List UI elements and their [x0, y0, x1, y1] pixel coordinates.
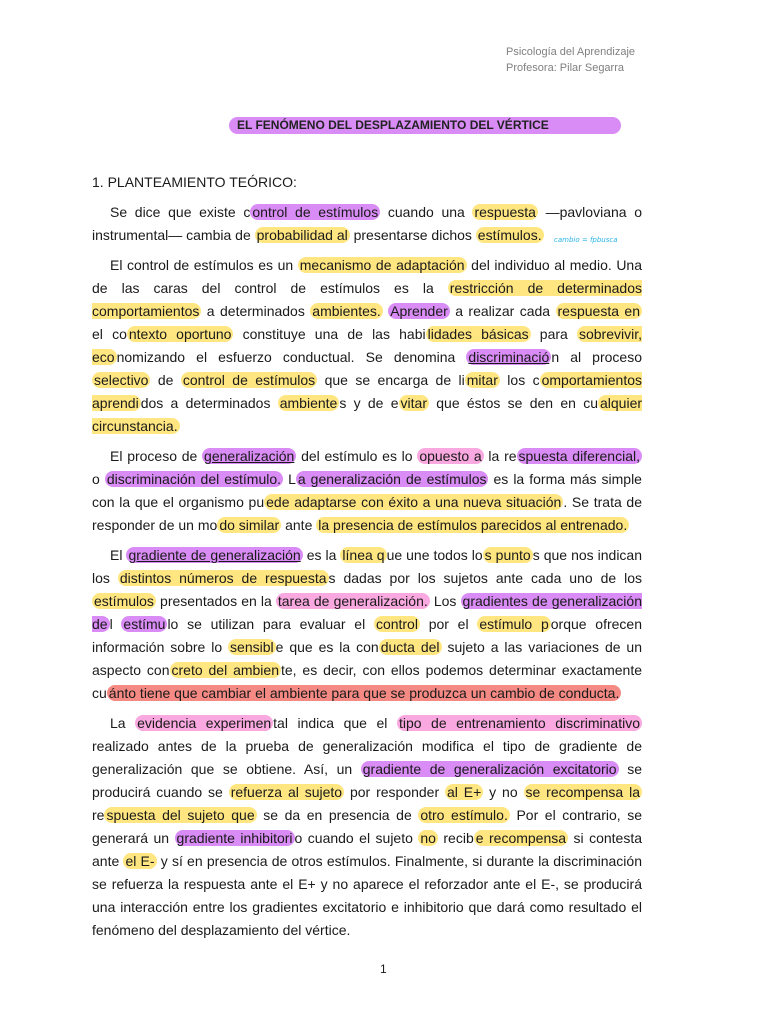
highlighted-text: sobrevivir, eco: [92, 326, 643, 365]
text-run: recib: [437, 830, 474, 846]
highlighted-text: lidades básicas: [427, 326, 529, 342]
text-run: por el: [419, 616, 478, 632]
text-run: a determinados: [201, 303, 311, 319]
text-run: realizado antes de la prueba de generalización modifica el tipo de gradiente de generalización que se obtiene. Así, un: [92, 738, 642, 777]
text-run: presentados en la: [155, 593, 276, 609]
highlighted-text: e recompensa: [475, 830, 567, 846]
text-run: ue une todos lo: [386, 547, 483, 563]
highlighted-text: tarea de generalización.: [277, 593, 428, 609]
highlighted-text: selectivo: [94, 372, 149, 388]
text-run: s que nos indican los: [92, 547, 643, 586]
highlighted-text: gradiente de generalización: [128, 547, 301, 563]
highlighted-text: discriminación del estímulo.: [106, 471, 282, 487]
text-run: lo se utilizan para evaluar el: [167, 616, 374, 632]
body-text: [92, 201, 642, 949]
highlighted-text: probabilidad al: [256, 227, 348, 243]
text-run: cuando una: [380, 204, 473, 220]
text-run: El: [110, 547, 127, 563]
highlighted-text: estímulos.: [477, 227, 542, 243]
text-run: los c: [499, 372, 540, 388]
highlighted-text: mecanismo de adaptación: [299, 257, 465, 273]
highlighted-text: do similar: [219, 517, 280, 533]
text-run: —pavloviana o instrumental— cambia de: [92, 204, 642, 243]
highlighted-text: ontrol de estímulos: [252, 204, 379, 220]
course-name: Psicología del Aprendizaje: [506, 46, 636, 58]
paragraph: [92, 544, 642, 705]
highlighted-text: otro estímulo.: [420, 807, 508, 823]
text-run: ante: [281, 517, 317, 533]
highlighted-text: al E+: [447, 784, 482, 800]
highlighted-text: mitar: [466, 372, 498, 388]
text-run: te, es decir, con ellos podemos determinar exactamente cu: [92, 662, 642, 701]
text-run: orque ofrecen información sobre lo: [92, 616, 642, 655]
text-run: que se encarga de li: [317, 372, 465, 388]
document-header: [506, 44, 635, 76]
text-run: re: [92, 807, 105, 823]
highlighted-text: ntexto oportuno: [128, 326, 232, 342]
paragraph: [92, 254, 642, 438]
highlighted-text: el E-: [125, 853, 155, 869]
text-run: constituye una de las habi: [233, 326, 426, 342]
highlighted-text: spuesta diferencial,: [518, 448, 640, 464]
highlighted-text: vitar: [400, 395, 427, 411]
highlighted-text: opuesto a: [419, 448, 482, 464]
highlighted-text: control: [375, 616, 418, 632]
highlighted-text: gradiente de generalización excitatorio: [362, 761, 617, 777]
text-run: L: [283, 471, 296, 487]
text-run: de: [150, 372, 181, 388]
text-run: si contesta ante: [92, 830, 643, 869]
highlighted-text: respuesta: [474, 204, 536, 220]
text-run: sujeto a las variaciones de un aspecto con: [92, 639, 643, 678]
highlighted-text: generalización: [204, 448, 295, 464]
text-run: a realizar cada: [449, 303, 556, 319]
text-run: tal indica que el: [273, 715, 397, 731]
text-run: Por el contrario, se generará un: [92, 807, 643, 846]
text-run: n al proceso: [551, 349, 642, 365]
text-run: y no: [483, 784, 524, 800]
highlighted-text: tipo de entrenamiento discriminativo: [398, 715, 640, 731]
text-run: El control de estímulos es un: [110, 257, 298, 273]
text-run: el co: [92, 326, 127, 342]
highlighted-text: no: [420, 830, 436, 846]
highlighted-text: omportamientos aprendi: [92, 372, 642, 411]
highlighted-text: restricción de determinados comportamientos: [92, 280, 642, 319]
highlighted-text: estímulo p: [479, 616, 549, 632]
teacher-name: Profesora: Pilar Segarra: [506, 62, 624, 74]
text-run: Se dice que existe c: [110, 204, 251, 220]
highlighted-text: ambientes.: [312, 303, 381, 319]
highlighted-text: evidencia experimen: [137, 715, 272, 731]
highlighted-text: gradiente inhibitori: [176, 830, 293, 846]
document-title: EL FENÓMENO DEL DESPLAZAMIENTO DEL VÉRTICE: [229, 117, 621, 134]
text-run: La: [110, 715, 136, 731]
highlighted-text: estímulos: [94, 593, 154, 609]
highlighted-text: ánto tiene que cambiar el ambiente para que se produzca un cambio de conducta.: [108, 685, 620, 701]
text-run: l: [109, 616, 122, 632]
highlighted-text: distintos números de respuesta: [119, 570, 327, 586]
highlighted-text: a generalización de estímulos: [297, 471, 487, 487]
highlighted-text: sensibl: [230, 639, 274, 655]
highlighted-text: Aprender: [390, 303, 448, 319]
highlighted-text: s punto: [484, 547, 531, 563]
highlighted-text: discriminació: [468, 349, 550, 365]
text-run: y sí en presencia de otros estímulos. Finalmente, si durante la discriminación se refuerza la respuesta ante el E+ y no aparece el reforzador ante el E-, se producirá una interacción entre los gradientes excitatorio e inhibitorio que dará como resultado el fenómeno del desplazamiento del vértice.: [92, 853, 642, 938]
highlighted-text: la presencia de estímulos parecidos al entrenado.: [318, 517, 628, 533]
page-number: 1: [380, 962, 387, 976]
text-run: se producirá cuando se: [92, 761, 642, 800]
highlighted-text: línea q: [342, 547, 385, 563]
highlighted-text: se recompensa la: [525, 784, 640, 800]
text-run: o cuando el sujeto: [294, 830, 419, 846]
highlighted-text: spuesta del sujeto que: [106, 807, 255, 823]
text-run: del estímulo es lo: [296, 448, 418, 464]
highlighted-text: ducta del: [380, 639, 440, 655]
text-run: para: [530, 326, 577, 342]
text-run: que éstos se den en cu: [428, 395, 598, 411]
text-run: la re: [483, 448, 517, 464]
highlighted-text: refuerza al sujeto: [230, 784, 343, 800]
text-run: e que es la con: [275, 639, 379, 655]
text-run: por responder: [344, 784, 445, 800]
text-run: . Se trata de responder de un mo: [92, 494, 643, 533]
section-heading: 1. PLANTEAMIENTO TEÓRICO:: [92, 174, 297, 190]
highlighted-text: ambiente: [279, 395, 338, 411]
text-run: El proceso de: [110, 448, 203, 464]
text-run: es la forma más simple con la que el organismo pu: [92, 471, 642, 510]
highlighted-text: respuesta en: [557, 303, 640, 319]
handwritten-note: cambio = fpbusca: [554, 236, 618, 244]
text-run: nomizando el esfuerzo conductual. Se denomina: [116, 349, 467, 365]
highlighted-text: control de estímulos: [182, 372, 316, 388]
text-run: del individuo al medio. Una de las caras del control de estímulos es la: [92, 257, 642, 296]
text-run: presentarse dichos: [349, 227, 476, 243]
paragraph: [92, 712, 642, 942]
text-run: s dadas por los sujetos ante cada uno de los: [328, 570, 642, 586]
text-run: o: [92, 471, 105, 487]
text-run: dos a determinados: [140, 395, 278, 411]
highlighted-text: gradientes de generalización de: [92, 593, 642, 632]
highlighted-text: ede adaptarse con éxito a una nueva situación: [266, 494, 562, 510]
highlighted-text: creto del ambien: [171, 662, 279, 678]
text-run: s y de e: [339, 395, 399, 411]
paragraph: [92, 445, 642, 537]
text-run: es la: [302, 547, 341, 563]
text-run: se da en presencia de: [256, 807, 419, 823]
text-run: Los: [429, 593, 461, 609]
highlighted-text: estímu: [123, 616, 166, 632]
highlighted-text: alquier circunstancia.: [92, 395, 643, 434]
